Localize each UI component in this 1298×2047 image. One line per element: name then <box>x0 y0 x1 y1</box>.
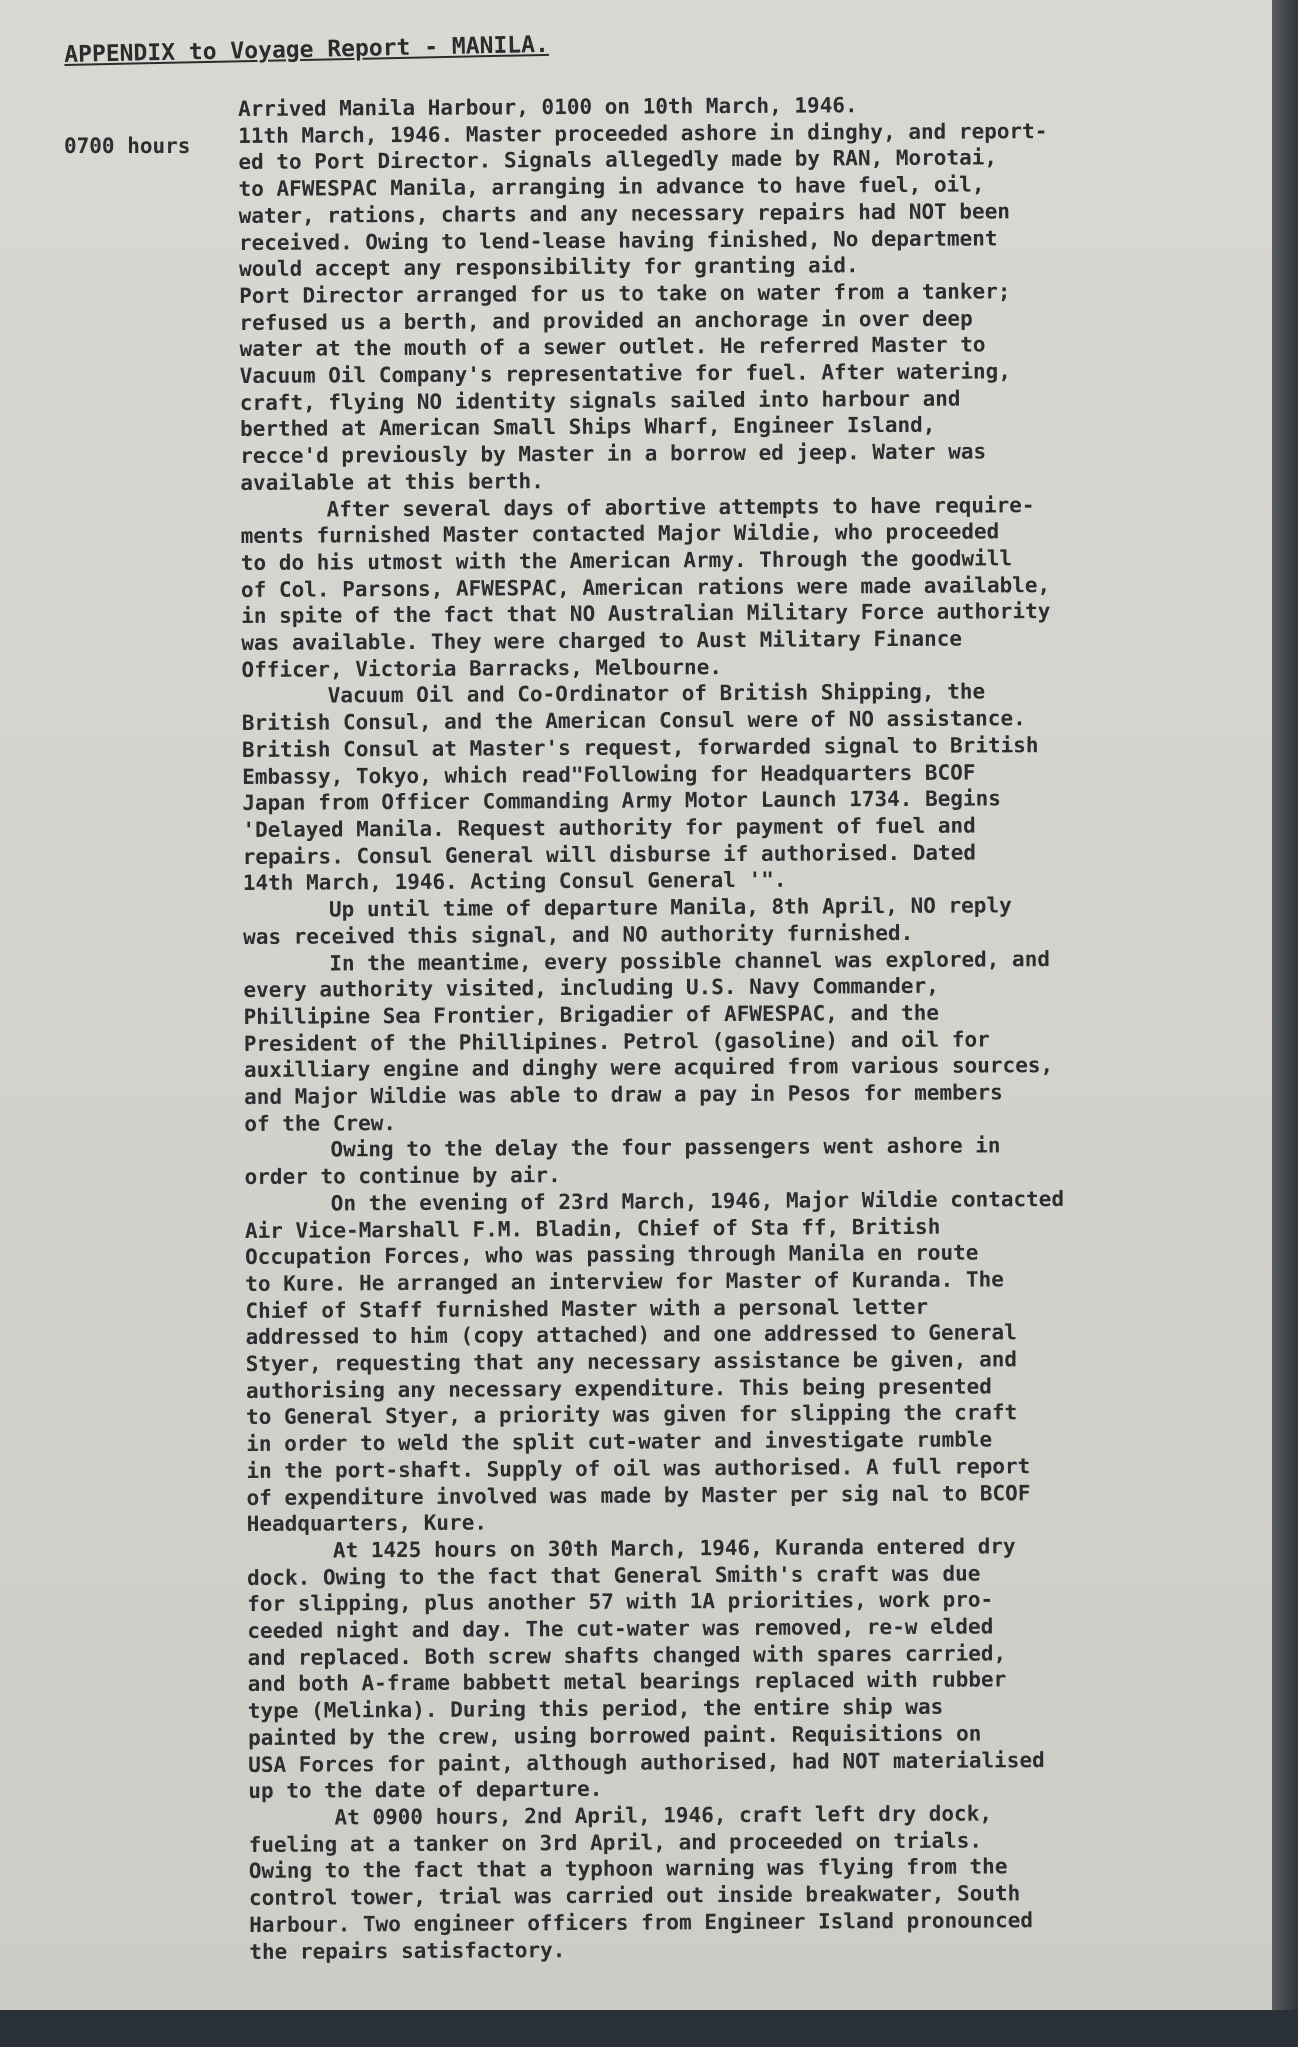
text-line: every authority visited, including U.S. Navy Commander, <box>243 973 939 1003</box>
text-line: and both A-frame babbett metal bearings replaced with rubber <box>247 1667 1007 1697</box>
text-line: 'Delayed Manila. Request authority for payment of fuel and <box>242 813 976 842</box>
text-line: Officer, Victoria Barracks, Melbourne. <box>241 654 723 682</box>
text-line: of expenditure involved was made by Master per sig nal to BCOF <box>246 1480 1031 1510</box>
time-margin-label: 0700 hours <box>64 134 191 158</box>
document-heading: APPENDIX to Voyage Report - MANILA. <box>64 31 550 68</box>
text-line: dock. Owing to the fact that General Smith's craft was due <box>246 1561 981 1590</box>
text-line: Embassy, Tokyo, which read"Following for Headquarters BCOF <box>242 760 976 789</box>
text-line: Occupation Forces, who was passing through Manila en route <box>245 1240 979 1270</box>
text-line: berthed at American Small Ships Wharf, Engineer Island, <box>239 413 936 442</box>
text-line: USA Forces for paint, although authorised, had NOT materialised <box>248 1747 1045 1777</box>
document-body <box>238 90 1289 1966</box>
text-line: Phillipine Sea Frontier, Brigadier of AFWESPAC, and the <box>243 1000 940 1029</box>
text-line: painted by the crew, using borrowed paint. Requisitions on <box>247 1721 982 1750</box>
text-line: Owing to the fact that a typhoon warning was flying from the <box>248 1854 1008 1884</box>
text-line: in spite of the fact that NO Australian Military Force authority <box>241 599 1051 629</box>
text-line: At 0900 hours, 2nd April, 1946, craft left dry dock, <box>334 1801 993 1830</box>
text-line: control tower, trial was carried out inside breakwater, South <box>248 1881 1021 1911</box>
text-line: ments furnished Master contacted Major Wildie, who proceeded <box>240 519 1000 549</box>
text-line: repairs. Consul General will disburse if authorised. Dated <box>242 840 977 869</box>
text-line: water, rations, charts and any necessary repairs had NOT been <box>238 199 1011 228</box>
text-line: Japan from Officer Commanding Army Motor Launch 1734. Begins <box>242 786 1001 816</box>
text-line: the repairs satisfactory. <box>249 1937 566 1964</box>
text-line: President of the Phillipines. Petrol (gasoline) and oil for <box>243 1027 990 1056</box>
text-line: Styer, requesting that any necessary assistance be given, and <box>245 1347 1018 1377</box>
text-line: would accept any responsibility for granting aid. <box>238 253 859 282</box>
text-line: available at this berth. <box>240 468 544 495</box>
text-line: 11th March, 1946. Master proceeded ashore in dinghy, and report- <box>238 118 1048 148</box>
text-line: received. Owing to lend-lease having finished, No department <box>238 225 998 255</box>
text-line: of the Crew. <box>244 1110 397 1136</box>
text-line: Chief of Staff furnished Master with a personal letter <box>245 1294 929 1323</box>
text-line: to AFWESPAC Manila, arranging in advance to have fuel, oil, <box>238 172 985 202</box>
text-line: addressed to him (copy attached) and one addressed to General <box>245 1320 1017 1350</box>
text-line: ed to Port Director. Signals allegedly made by RAN, Morotai, <box>238 145 998 175</box>
text-line: 14th March, 1946. Acting Consul General '". <box>242 868 787 896</box>
text-line: ceeded night and day. The cut-water was removed, re-w elded <box>247 1614 994 1644</box>
text-line: Arrived Manila Harbour, 0100 on 10th March, 1946. <box>238 93 858 121</box>
text-line: refused us a berth, and provided an anchorage in over deep <box>239 306 973 335</box>
page-shadow-edge <box>1272 0 1298 2047</box>
text-line: authorising any necessary expenditure. This being presented <box>245 1374 992 1403</box>
text-line: Owing to the delay the four passengers went ashore in <box>330 1133 1001 1162</box>
text-line: craft, flying NO identity signals sailed into harbour and <box>239 386 961 415</box>
text-line: was received this signal, and NO authority furnished. <box>243 920 914 949</box>
text-line: for slipping, plus another 57 with 1A priorities, work pro- <box>247 1587 994 1617</box>
text-line: Vacuum Oil Company's representative for fuel. After watering, <box>239 359 1012 389</box>
text-line: After several days of abortive attempts to have require- <box>326 492 1035 522</box>
text-line: British Consul, and the American Consul were of NO assistance. <box>241 706 1026 736</box>
text-line: Port Director arranged for us to take on water from a tanker; <box>239 279 1011 308</box>
text-line: Vacuum Oil and Co-Ordinator of British Shipping, the <box>327 679 986 708</box>
text-line: and replaced. Both screw shafts changed with spares carried, <box>247 1641 1007 1670</box>
text-line: in order to weld the split cut-water and investigate rumble <box>246 1427 993 1457</box>
text-line: order to continue by air. <box>244 1163 561 1190</box>
text-line: Headquarters, Kure. <box>246 1510 488 1537</box>
text-line: in the port-shaft. Supply of oil was authorised. A full report <box>246 1454 1031 1483</box>
text-line: In the meantime, every possible channel was explored, and <box>329 946 1051 975</box>
text-line: recce'd previously by Master in a borrow ed jeep. Water was <box>240 439 987 469</box>
text-line: Harbour. Two engineer officers from Engineer Island pronounced <box>249 1907 1034 1937</box>
text-line: Up until time of departure Manila, 8th April, NO reply <box>328 893 1012 922</box>
text-line: up to the date of departure. <box>248 1777 603 1804</box>
text-line: to Kure. He arranged an interview for Master of Kuranda. The <box>245 1267 1004 1296</box>
text-line: and Major Wildie was able to draw a pay in Pesos for members <box>244 1080 1003 1109</box>
text-line: fueling at a tanker on 3rd April, and proceeded on trials. <box>248 1828 983 1857</box>
text-line: was available. They were charged to Aust Military Finance <box>241 626 963 656</box>
text-line: auxilliary engine and dinghy were acquired from various sources, <box>243 1053 1054 1083</box>
text-line: British Consul at Master's request, forwarded signal to British <box>241 732 1039 762</box>
text-line: type (Melinka). During this period, the entire ship was <box>247 1694 944 1724</box>
text-line: to General Styer, a priority was given for slipping the craft <box>245 1400 1018 1430</box>
text-line: On the evening of 23rd March, 1946, Major Wildie contacted <box>330 1186 1065 1216</box>
text-line: of Col. Parsons, AFWESPAC, American rations were made available, <box>240 572 1051 602</box>
background-strip <box>0 2010 1298 2047</box>
text-line: At 1425 hours on 30th March, 1946, Kuranda entered dry <box>332 1534 1016 1563</box>
text-line: Air Vice-Marshall F.M. Bladin, Chief of Sta ff, British <box>244 1214 941 1243</box>
text-line: water at the mouth of a sewer outlet. He referred Master to <box>239 332 986 362</box>
text-line: to do his utmost with the American Army. Through the goodwill <box>240 546 1013 575</box>
